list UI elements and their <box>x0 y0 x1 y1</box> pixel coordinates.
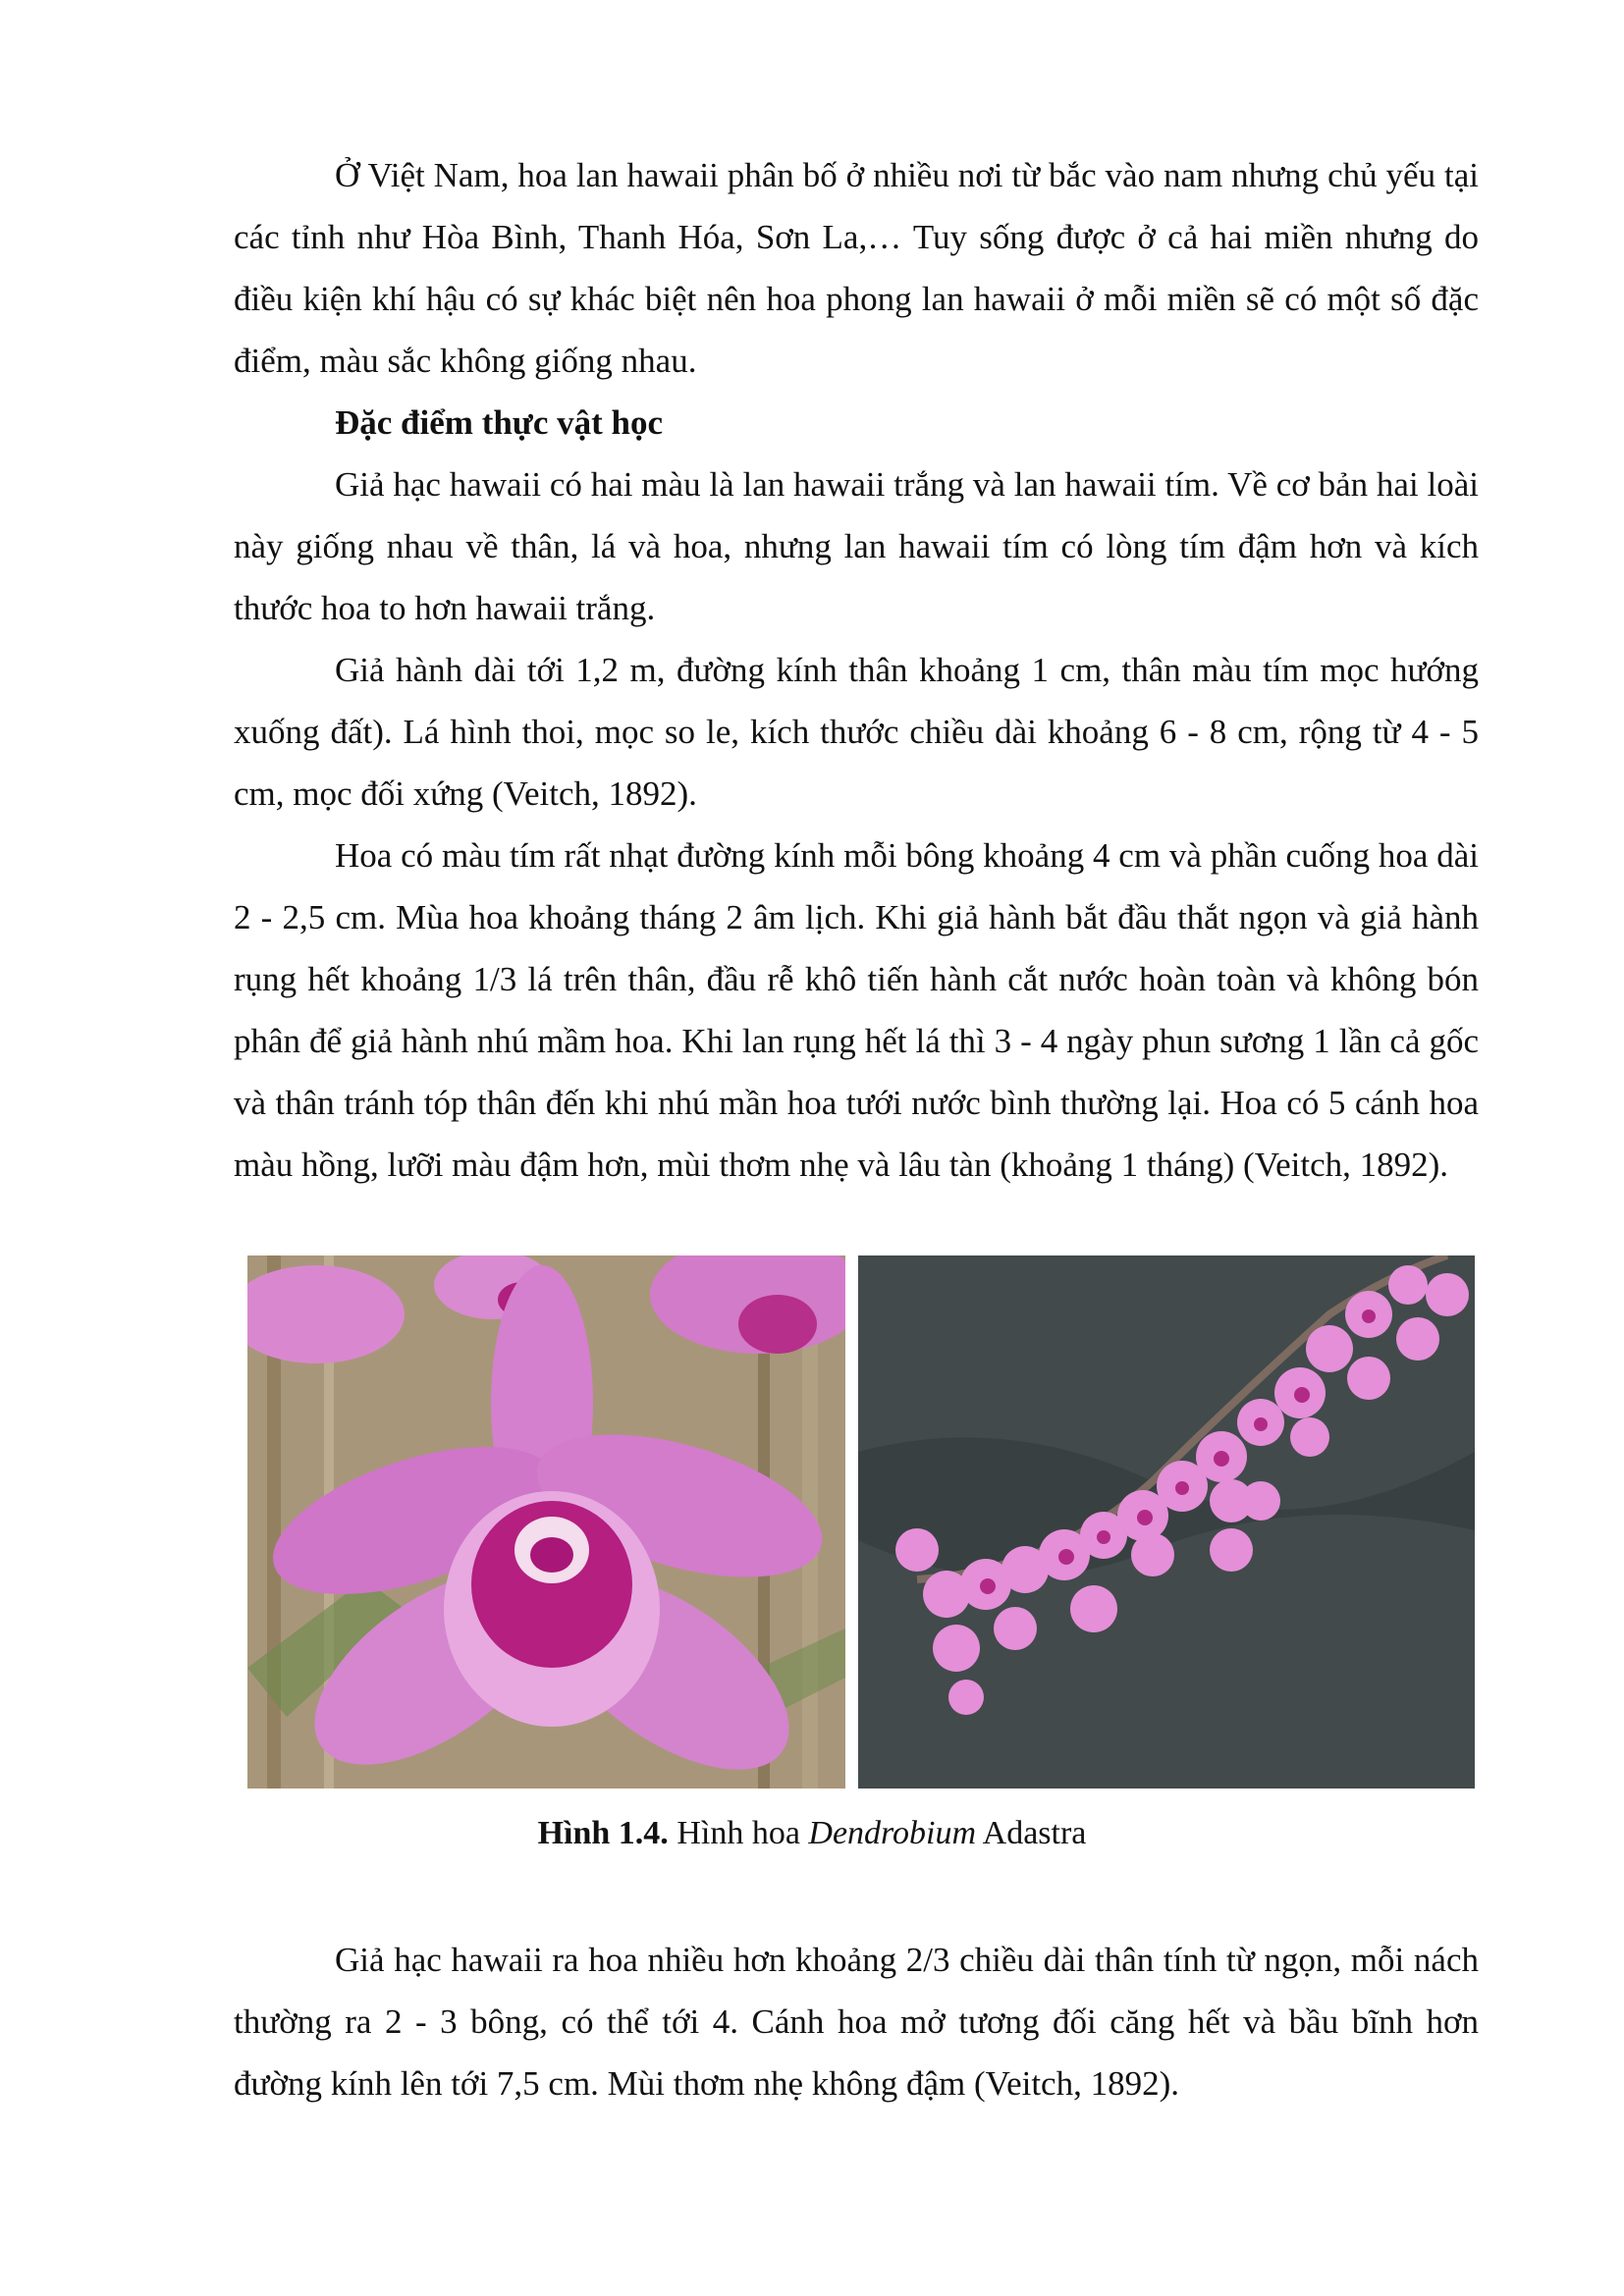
caption-genus: Dendrobium <box>808 1815 977 1851</box>
caption-label: Hình 1.4. <box>537 1815 669 1851</box>
paragraph: Giả hạc hawaii có hai màu là lan hawaii trắng và lan hawaii tím. Về cơ bản hai loài này giống nhau về thân, lá và hoa, nhưng lan hawaii tím có lòng tím đậm hơn và kích thước hoa to hơn hawaii trắng. <box>234 465 1479 627</box>
caption-text: Hình hoa <box>668 1815 809 1851</box>
caption-text-end: Adastra <box>976 1815 1087 1851</box>
orchid-closeup-photo <box>247 1255 845 1789</box>
orchid-spray-photo <box>858 1255 1475 1789</box>
figure <box>247 1255 1475 1789</box>
paragraph: Hoa có màu tím rất nhạt đường kính mỗi bông khoảng 4 cm và phần cuống hoa dài 2 - 2,5 cm. Mùa hoa khoảng tháng 2 âm lịch. Khi giả hành bắt đầu thắt ngọn và giả hành rụng hết khoảng 1/3 lá trên thân, đầu rễ khô tiến hành cắt nước hoàn toàn và không bón phân để giả hành nhú mầm hoa. Khi lan rụng hết lá thì 3 - 4 ngày phun sương 1 lần cả gốc và thân tránh tóp thân đến khi nhú mần hoa tưới nước bình thường lại. Hoa có 5 cánh hoa màu hồng, lưỡi màu đậm hơn, mùi thơm nhẹ và lâu tàn (khoảng 1 tháng) (Veitch, 1892). <box>234 836 1479 1184</box>
paragraph: Giả hạc hawaii ra hoa nhiều hơn khoảng 2/3 chiều dài thân tính từ ngọn, mỗi nách thường ra 2 - 3 bông, có thể tới 4. Cánh hoa mở tương đối căng hết và bầu bĩnh hơn đường kính lên tới 7,5 cm. Mùi thơm nhẹ không đậm (Veitch, 1892). <box>234 1941 1479 2103</box>
text-block-bottom <box>234 1929 1479 2114</box>
figure-caption <box>0 1809 1624 1858</box>
section-heading: Đặc điểm thực vật học <box>335 403 664 442</box>
paragraph: Ở Việt Nam, hoa lan hawaii phân bố ở nhiều nơi từ bắc vào nam nhưng chủ yếu tại các tỉnh như Hòa Bình, Thanh Hóa, Sơn La,… Tuy sống được ở cả hai miền nhưng do điều kiện khí hậu có sự khác biệt nên hoa phong lan hawaii ở mỗi miền sẽ có một số đặc điểm, màu sắc không giống nhau. <box>234 156 1479 380</box>
text-block-top <box>234 144 1479 1196</box>
paragraph: Giả hành dài tới 1,2 m, đường kính thân khoảng 1 cm, thân màu tím mọc hướng xuống đất). Lá hình thoi, mọc so le, kích thước chiều dài khoảng 6 - 8 cm, rộng từ 4 - 5 cm, mọc đối xứng (Veitch, 1892). <box>234 651 1479 813</box>
